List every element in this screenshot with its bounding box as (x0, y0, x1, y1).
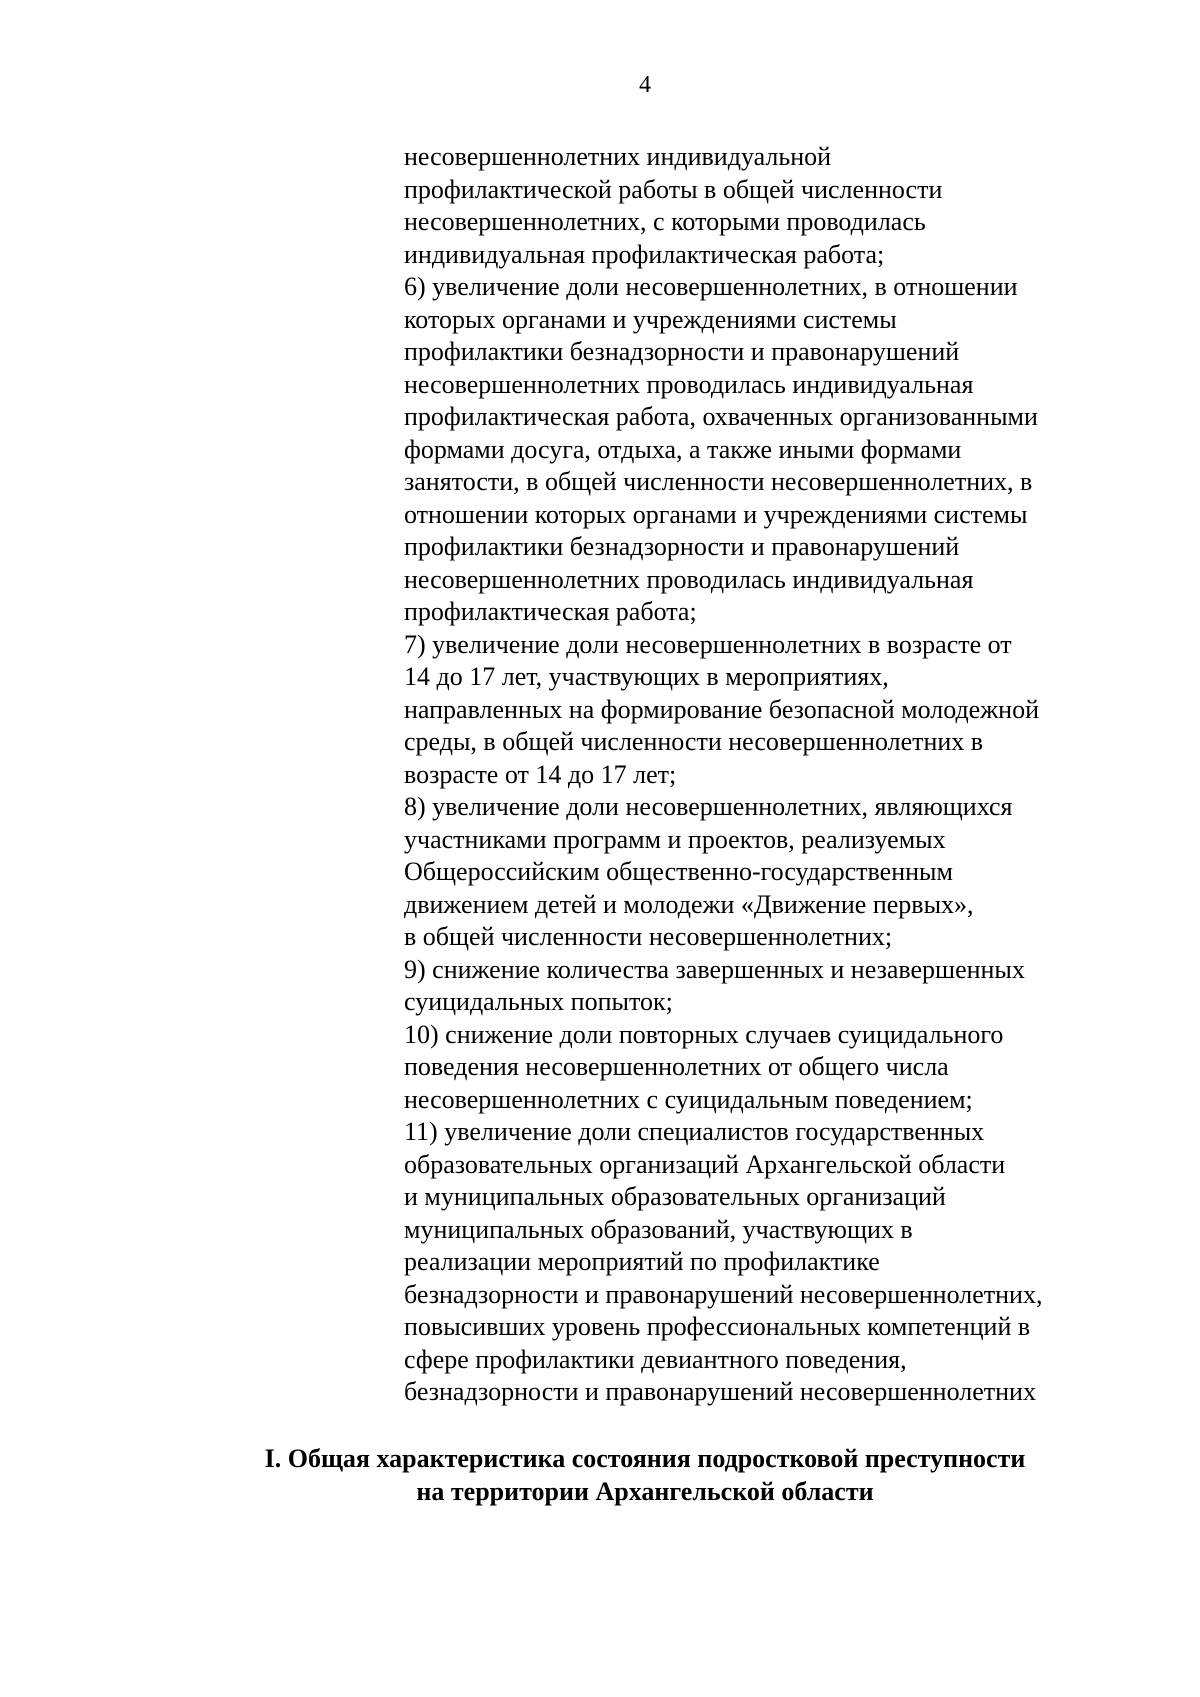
body-line: реализации мероприятий по профилактике (404, 1247, 880, 1276)
body-line: сфере профилактики девиантного поведения, (404, 1344, 907, 1374)
section-heading (0, 1442, 1200, 1508)
body-line: участниками программ и проектов, реализуемых (404, 824, 946, 854)
body-line: профилактическая работа, охваченных организованными (404, 402, 1038, 431)
body-line: индивидуальная профилактическая работа; (404, 239, 885, 269)
body-line: повысивших уровень профессиональных компетенций в (404, 1312, 1031, 1341)
body-line: образовательных организаций Архангельской области (404, 1149, 1006, 1179)
section-heading-line-1: I. Общая характеристика состояния подростковой преступности (264, 1444, 1026, 1473)
body-line: и муниципальных образовательных организаций (404, 1182, 946, 1211)
body-line: 14 до 17 лет, участвующих в мероприятиях, (404, 662, 889, 691)
body-line: суицидальных попыток; (404, 987, 673, 1016)
body-line: 8) увеличение доли несовершеннолетних, являющихся (404, 792, 1013, 821)
body-line: 11) увеличение доли специалистов государственных (404, 1117, 985, 1146)
body-line: занятости, в общей численности несовершеннолетних, в (404, 467, 1033, 496)
body-text (404, 141, 1124, 1409)
body-line: 6) увеличение доли несовершеннолетних, в отношении (404, 272, 1018, 301)
body-line: несовершеннолетних проводилась индивидуальная (404, 564, 974, 594)
body-line: несовершеннолетних, с которыми проводилась (404, 207, 926, 236)
body-line: несовершеннолетних с суицидальным поведением; (404, 1084, 973, 1114)
body-line: 10) снижение доли повторных случаев суицидального (404, 1019, 1004, 1049)
body-line: безнадзорности и правонарушений несовершеннолетних (404, 1377, 1036, 1406)
body-line: 9) снижение количества завершенных и незавершенных (404, 954, 1025, 984)
page-number: 4 (639, 72, 651, 98)
body-line: муниципальных образований, участвующих в (404, 1214, 913, 1244)
body-line: направленных на формирование безопасной молодежной (404, 694, 1040, 724)
body-line: профилактики безнадзорности и правонарушений (404, 532, 960, 561)
body-line: в общей численности несовершеннолетних; (404, 922, 893, 951)
body-line: безнадзорности и правонарушений несовершеннолетних, (404, 1279, 1043, 1309)
body-line: движением детей и молодежи «Движение первых», (404, 889, 974, 919)
body-line: среды, в общей численности несовершеннолетних в (404, 727, 984, 756)
section-heading-line-2: на территории Архангельской области (416, 1477, 874, 1506)
body-line: Общероссийским общественно-государственным (404, 857, 953, 886)
body-line: поведения несовершеннолетних от общего числа (404, 1052, 949, 1081)
body-line: несовершеннолетних проводилась индивидуальная (404, 369, 974, 399)
body-line: профилактической работы в общей численности (404, 174, 943, 204)
body-line: профилактики безнадзорности и правонарушений (404, 337, 960, 366)
body-line: 7) увеличение доли несовершеннолетних в возрасте от (404, 629, 1012, 659)
body-line: которых органами и учреждениями системы (404, 304, 897, 334)
body-line: несовершеннолетних индивидуальной (404, 142, 832, 171)
body-line: отношении которых органами и учреждениями системы (404, 499, 1028, 529)
body-line: формами досуга, отдыха, а также иными формами (404, 434, 962, 464)
body-line: профилактическая работа; (404, 597, 697, 626)
body-line: возрасте от 14 до 17 лет; (404, 759, 677, 789)
